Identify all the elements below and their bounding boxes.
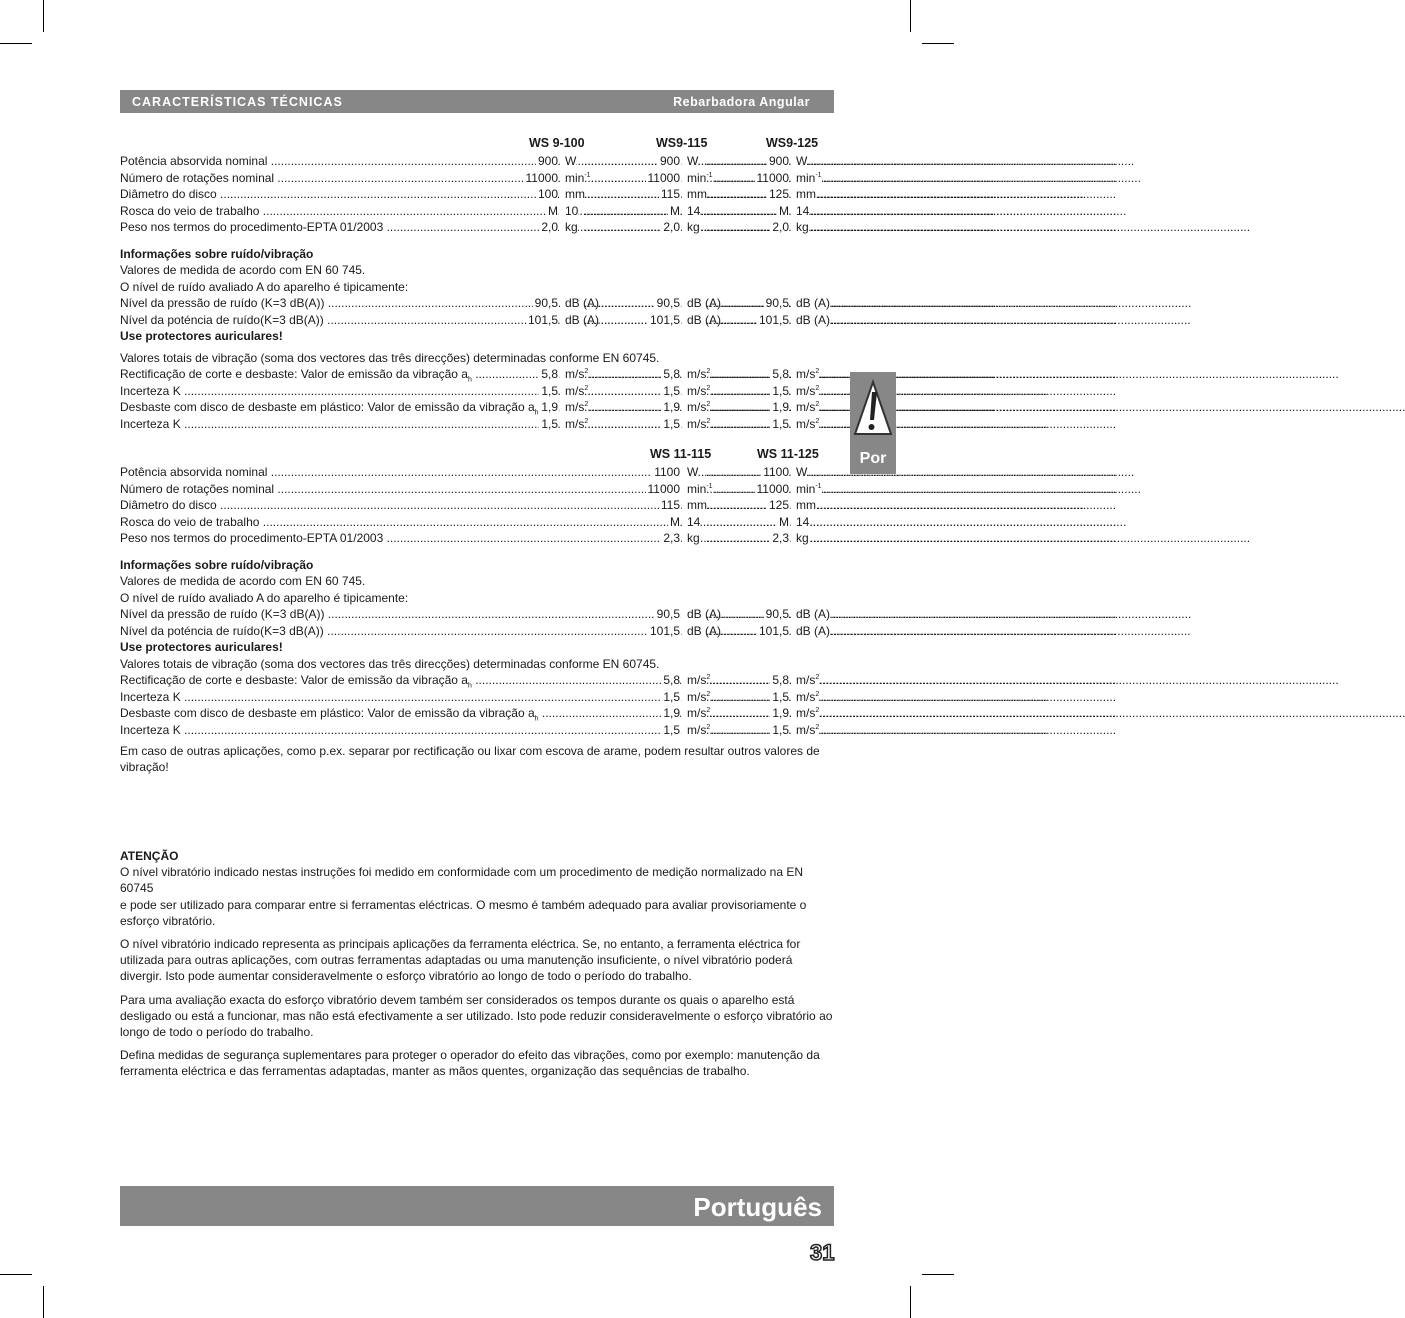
dot-leader xyxy=(706,416,755,433)
spec-unit: $m/s^2$ xyxy=(791,722,819,739)
spec-label: Diâmetro do disco ..... xyxy=(120,186,518,203)
model-name: WS 11-115 xyxy=(650,447,712,461)
spec-value: 90,5 xyxy=(656,296,680,310)
spec-label: Rosca do veio de trabalho ..... xyxy=(120,203,518,220)
spec-unit: W xyxy=(682,464,698,481)
spec-unit: $m/s^2$ xyxy=(560,416,588,433)
spec-value: 1,5 xyxy=(772,689,789,704)
spec-unit: dB (A) xyxy=(682,312,721,329)
spec-value: 90,5 xyxy=(765,296,789,310)
spec-row xyxy=(120,219,834,236)
dot-leader xyxy=(706,530,755,547)
spec-unit: $m/s^2$ xyxy=(560,399,588,416)
crop-mark xyxy=(910,0,911,32)
model-name: WS 9-100 xyxy=(529,136,585,150)
spec-label: Potência absorvida nominal ..... xyxy=(120,153,518,170)
spec-row xyxy=(120,383,834,400)
ear-protection-warning: Use protectores auriculares! xyxy=(120,329,283,343)
spec-unit: dB (A) xyxy=(791,623,830,640)
dot-leader xyxy=(706,623,755,640)
spec-label: Nível da poténcia de ruído(K=3 dB(A)) ..... xyxy=(120,312,518,329)
dot-leader xyxy=(584,399,646,416)
dot-leader xyxy=(706,399,755,416)
noise-intro: O nível de ruído avaliado A do aparelho é tipicamente: xyxy=(120,590,409,605)
spec-label: Desbaste com disco de desbaste em plástico: Valor de emissão da vibração $a_h$ ..... xyxy=(120,705,640,722)
spec-unit: $m/s^2$ xyxy=(682,705,710,722)
spec-label: Nível da pressão de ruído (K=3 dB(A)) ..... xyxy=(120,295,518,312)
spec-unit: kg xyxy=(791,530,809,547)
spec-row xyxy=(120,186,834,203)
spec-unit: $m/s^2$ xyxy=(560,366,588,383)
spec-label: Desbaste com disco de desbaste em plástico: Valor de emissão da vibração $a_h$ ..... xyxy=(120,399,518,416)
spec-value: 2,0 xyxy=(663,220,680,234)
spec-label: Incerteza K ..... xyxy=(120,416,518,433)
dot-leader xyxy=(706,464,755,481)
spec-row xyxy=(120,399,834,416)
spec-unit: 10 xyxy=(560,203,578,220)
spec-value: 90,5 xyxy=(656,607,680,621)
spec-label: Incerteza K ..... xyxy=(120,689,640,706)
spec-unit: W xyxy=(560,153,576,170)
language-side-tab xyxy=(850,372,896,474)
spec-row xyxy=(120,497,834,514)
spec-label: Potência absorvida nominal ..... xyxy=(120,464,640,481)
spec-value: 100 xyxy=(537,187,558,201)
attention-title: ATENÇÃO xyxy=(120,849,179,863)
spec-row xyxy=(120,722,834,739)
spec-unit: 14 xyxy=(682,203,700,220)
spec-row xyxy=(120,366,834,383)
spec-value: 90,5 xyxy=(534,296,558,310)
spec-value: 115 xyxy=(660,498,680,512)
spec-value: 1,9 xyxy=(663,706,680,720)
product-name: Rebarbadora Angular xyxy=(673,95,810,109)
spec-value: 900 xyxy=(537,154,558,168)
model-name: WS 11-125 xyxy=(757,447,819,461)
dot-leader xyxy=(584,186,646,203)
spec-unit: dB (A) xyxy=(682,606,721,623)
ear-protection-warning: Use protectores auriculares! xyxy=(120,640,283,654)
spec-unit: kg xyxy=(560,219,578,236)
spec-unit: W xyxy=(791,153,807,170)
dot-leader xyxy=(706,689,755,706)
spec-row xyxy=(120,672,834,689)
spec-row xyxy=(120,481,834,498)
spec-value: 1,5 xyxy=(772,383,789,398)
dot-leader xyxy=(706,672,755,689)
spec-label: Diâmetro do disco ..... xyxy=(120,497,640,514)
dot-leader xyxy=(706,705,755,722)
model-name: WS9-115 xyxy=(656,136,708,150)
spec-unit: mm xyxy=(791,497,816,514)
spec-row xyxy=(120,153,834,170)
spec-value: M xyxy=(670,514,680,529)
spec-unit: 14 xyxy=(791,203,809,220)
spec-value: 2,3 xyxy=(663,531,680,545)
spec-unit: $m/s^2$ xyxy=(682,672,710,689)
dot-leader xyxy=(706,219,755,236)
spec-value: 2,0 xyxy=(772,220,789,234)
spec-value: M xyxy=(548,203,558,218)
spec-value: 1100 xyxy=(763,465,789,479)
crop-mark xyxy=(910,1286,911,1318)
section-title: CARACTERÍSTICAS TÉCNICAS xyxy=(132,95,343,109)
spec-row xyxy=(120,705,834,722)
dot-leader xyxy=(584,219,646,236)
spec-value: 900 xyxy=(768,154,789,168)
spec-table-ws11 xyxy=(120,446,834,738)
spec-label: Rectificação de corte e desbaste: Valor de emissão da vibração $a_h$ ..... xyxy=(120,672,640,689)
attention-p1b: e pode ser utilizado para comparar entre si ferramentas eléctricas. O mesmo é também adequado para avaliar provisoriamente o esforço vibratório. xyxy=(120,897,807,928)
spec-unit: W xyxy=(682,153,698,170)
spec-row xyxy=(120,170,834,187)
dot-leader xyxy=(584,203,646,220)
attention-p3: Para uma avaliação exacta do esforço vibratório devem também ser considerados os tempos durante os quais o aparelho está desligado ou está a funcionar, mas não está efectivamente a ser utilizado. Isto pode reduzir consideravelmente o esforço vibratório ao longo de todo o período do trabalho. xyxy=(120,992,833,1040)
spec-value: 125 xyxy=(768,187,789,201)
footer-language: Português xyxy=(693,1192,822,1222)
spec-row xyxy=(120,623,834,640)
spec-value: 1,9 xyxy=(663,400,680,414)
model-name: WS9-125 xyxy=(766,136,819,150)
spec-unit: mm xyxy=(791,186,816,203)
spec-value: 5,8 xyxy=(541,367,558,381)
spec-value: 90,5 xyxy=(765,607,789,621)
language-code: Por xyxy=(859,450,887,467)
spec-unit: $m/s^2$ xyxy=(791,416,819,433)
spec-label: Nível da poténcia de ruído(K=3 dB(A)) ..... xyxy=(120,623,640,640)
spec-unit: dB (A) xyxy=(791,312,830,329)
spec-unit: $m/s^2$ xyxy=(682,722,710,739)
spec-label: Peso nos termos do procedimento-EPTA 01/2003 ..... xyxy=(120,530,640,547)
spec-unit: $\min^{-1}$ xyxy=(682,170,713,187)
spec-label: Número de rotações nominal ..... xyxy=(120,481,640,498)
spec-value: 11000 xyxy=(647,170,680,185)
dot-leader xyxy=(706,312,755,329)
spec-value: 1,5 xyxy=(663,689,680,704)
spec-row xyxy=(120,312,834,329)
spec-row xyxy=(120,416,834,433)
spec-value: 1,5 xyxy=(663,416,680,431)
spec-value: 101,5 xyxy=(649,623,680,638)
spec-value: 11000 xyxy=(756,481,789,496)
spec-value: 5,8 xyxy=(663,367,680,381)
spec-value: 1,5 xyxy=(541,416,558,431)
spec-value: 11000 xyxy=(525,170,558,185)
dot-leader xyxy=(584,383,646,400)
spec-value: 11000 xyxy=(756,170,789,185)
spec-unit: dB (A) xyxy=(560,312,599,329)
spec-value: M xyxy=(779,203,789,218)
spec-label: Incerteza K ..... xyxy=(120,722,640,739)
vibration-intro: Valores totais de vibração (soma dos vectores das três direcções) determinadas conforme EN 60745. xyxy=(120,350,660,365)
spec-row xyxy=(120,295,834,312)
spec-value: M xyxy=(779,514,789,529)
spec-unit: W xyxy=(791,464,807,481)
footer-bar xyxy=(120,1186,834,1226)
spec-label: Rectificação de corte e desbaste: Valor de emissão da vibração $a_h$ ..... xyxy=(120,366,518,383)
spec-unit: 14 xyxy=(682,514,700,531)
dot-leader xyxy=(706,153,755,170)
spec-label: Incerteza K ..... xyxy=(120,383,518,400)
dot-leader xyxy=(584,153,646,170)
spec-row xyxy=(120,464,834,481)
spec-row xyxy=(120,689,834,706)
spec-row xyxy=(120,530,834,547)
spec-unit: kg xyxy=(682,219,700,236)
dot-leader xyxy=(706,606,755,623)
spec-unit: dB (A) xyxy=(791,606,830,623)
spec-row xyxy=(120,514,834,531)
attention-p4: Defina medidas de segurança suplementares para proteger o operador do efeito das vibrações, como por exemplo: manutenção da ferramenta eléctrica e das ferramentas adaptadas, manter as mãos quentes, organização das sequências de trabalho. xyxy=(120,1048,820,1079)
spec-unit: dB (A) xyxy=(682,623,721,640)
dot-leader xyxy=(584,295,646,312)
spec-value: 5,8 xyxy=(772,673,789,687)
crop-mark xyxy=(922,43,954,44)
dot-leader xyxy=(584,312,646,329)
spec-value: 1,5 xyxy=(772,722,789,737)
model-header-row xyxy=(120,135,834,153)
spec-unit: $m/s^2$ xyxy=(682,383,710,400)
spec-label: Nível da pressão de ruído (K=3 dB(A)) ..... xyxy=(120,606,640,623)
dot-leader xyxy=(584,366,646,383)
spec-label: Peso nos termos do procedimento-EPTA 01/2003 ..... xyxy=(120,219,518,236)
spec-unit: 14 xyxy=(791,514,809,531)
spec-unit: mm xyxy=(560,186,585,203)
spec-value: 1,9 xyxy=(772,400,789,414)
spec-unit: $m/s^2$ xyxy=(682,689,710,706)
spec-value: 11000 xyxy=(647,481,680,496)
spec-unit: $\min^{-1}$ xyxy=(682,481,713,498)
spec-value: 1,5 xyxy=(772,416,789,431)
dot-leader xyxy=(706,481,755,498)
spec-value: 101,5 xyxy=(758,312,789,327)
spec-unit: $m/s^2$ xyxy=(682,399,710,416)
vibration-intro: Valores totais de vibração (soma dos vectores das três direcções) determinadas conforme EN 60745. xyxy=(120,656,660,671)
spec-label: Número de rotações nominal ..... xyxy=(120,170,518,187)
spec-unit: $m/s^2$ xyxy=(791,399,819,416)
spec-unit: $\min^{-1}$ xyxy=(560,170,591,187)
warning-icon xyxy=(853,378,893,438)
note-text: Em caso de outras aplicações, como p.ex. separar por rectificação ou lixar com escova de arame, podem resultar outros valores de vibração! xyxy=(120,744,820,775)
noise-title: Informações sobre ruído/vibração xyxy=(120,246,314,261)
spec-unit: kg xyxy=(791,219,809,236)
spec-unit: $m/s^2$ xyxy=(682,366,710,383)
spec-unit: $m/s^2$ xyxy=(791,705,819,722)
dot-leader xyxy=(584,416,646,433)
spec-value: 1,9 xyxy=(541,400,558,414)
spec-value: 101,5 xyxy=(649,312,680,327)
spec-value: 115 xyxy=(660,187,680,201)
dot-leader xyxy=(706,295,755,312)
attention-p2: O nível vibratório indicado representa as principais aplicações da ferramenta eléctrica. Se, no entanto, a ferramenta eléctrica for utilizada para outras aplicações, com outras ferramentas adaptadas ou uma manutenção insuficiente, o nível vibratório poderá divergir. Isto pode aumentar consideravelmente o esforço vibratório ao longo de todo o período do trabalho. xyxy=(120,937,801,984)
spec-value: 900 xyxy=(659,154,680,168)
dot-leader xyxy=(706,203,755,220)
crop-mark xyxy=(922,1274,954,1275)
dot-leader xyxy=(706,722,755,739)
spec-value: 1,5 xyxy=(541,383,558,398)
noise-standard: Valores de medida de acordo com EN 60 745. xyxy=(120,263,366,277)
spec-label: Rosca do veio de trabalho ..... xyxy=(120,514,640,531)
spec-unit: mm xyxy=(682,497,707,514)
dot-leader xyxy=(706,497,755,514)
spec-unit: $m/s^2$ xyxy=(791,366,819,383)
spec-unit: mm xyxy=(682,186,707,203)
spec-unit: $m/s^2$ xyxy=(791,672,819,689)
spec-unit: $m/s^2$ xyxy=(791,689,819,706)
spec-unit: $\min^{-1}$ xyxy=(791,170,822,187)
page-number: 31 xyxy=(810,1240,835,1265)
spec-unit: dB (A) xyxy=(560,295,599,312)
dot-leader xyxy=(706,366,755,383)
spec-value: 1,9 xyxy=(772,706,789,720)
spec-value: 5,8 xyxy=(663,673,680,687)
dot-leader xyxy=(706,186,755,203)
noise-intro: O nível de ruído avaliado A do aparelho é tipicamente: xyxy=(120,279,409,294)
model-header-row xyxy=(120,446,834,464)
dot-leader xyxy=(706,514,755,531)
spec-unit: $\min^{-1}$ xyxy=(791,481,822,498)
spec-value: 1100 xyxy=(654,465,680,479)
attention-p1a: O nível vibratório indicado nestas instruções foi medido em conformidade com um procedimento de medição normalizado na EN 60745 xyxy=(120,865,804,896)
dot-leader xyxy=(706,383,755,400)
spec-value: 101,5 xyxy=(758,623,789,638)
crop-mark xyxy=(0,43,32,44)
spec-table-ws9 xyxy=(120,135,834,432)
spec-value: M xyxy=(670,203,680,218)
dot-leader xyxy=(584,170,646,187)
spec-value: 5,8 xyxy=(772,367,789,381)
noise-standard: Valores de medida de acordo com EN 60 745. xyxy=(120,574,366,588)
dot-leader xyxy=(706,170,755,187)
section-header-bar xyxy=(120,90,834,113)
spec-value: 1,5 xyxy=(663,383,680,398)
crop-mark xyxy=(43,0,44,32)
spec-value: 2,3 xyxy=(772,531,789,545)
spec-value: 125 xyxy=(768,498,789,512)
other-applications-note xyxy=(120,743,834,782)
spec-value: 101,5 xyxy=(527,312,558,327)
spec-row xyxy=(120,203,834,220)
spec-unit: dB (A) xyxy=(682,295,721,312)
noise-title: Informações sobre ruído/vibração xyxy=(120,557,314,572)
spec-value: 1,5 xyxy=(663,722,680,737)
spec-row xyxy=(120,606,834,623)
spec-unit: $m/s^2$ xyxy=(560,383,588,400)
crop-mark xyxy=(0,1274,32,1275)
crop-mark xyxy=(43,1286,44,1318)
spec-unit: $m/s^2$ xyxy=(791,383,819,400)
spec-unit: dB (A) xyxy=(791,295,830,312)
attention-block xyxy=(120,848,834,1087)
spec-unit: $m/s^2$ xyxy=(682,416,710,433)
spec-unit: kg xyxy=(682,530,700,547)
spec-value: 2,0 xyxy=(541,220,558,234)
